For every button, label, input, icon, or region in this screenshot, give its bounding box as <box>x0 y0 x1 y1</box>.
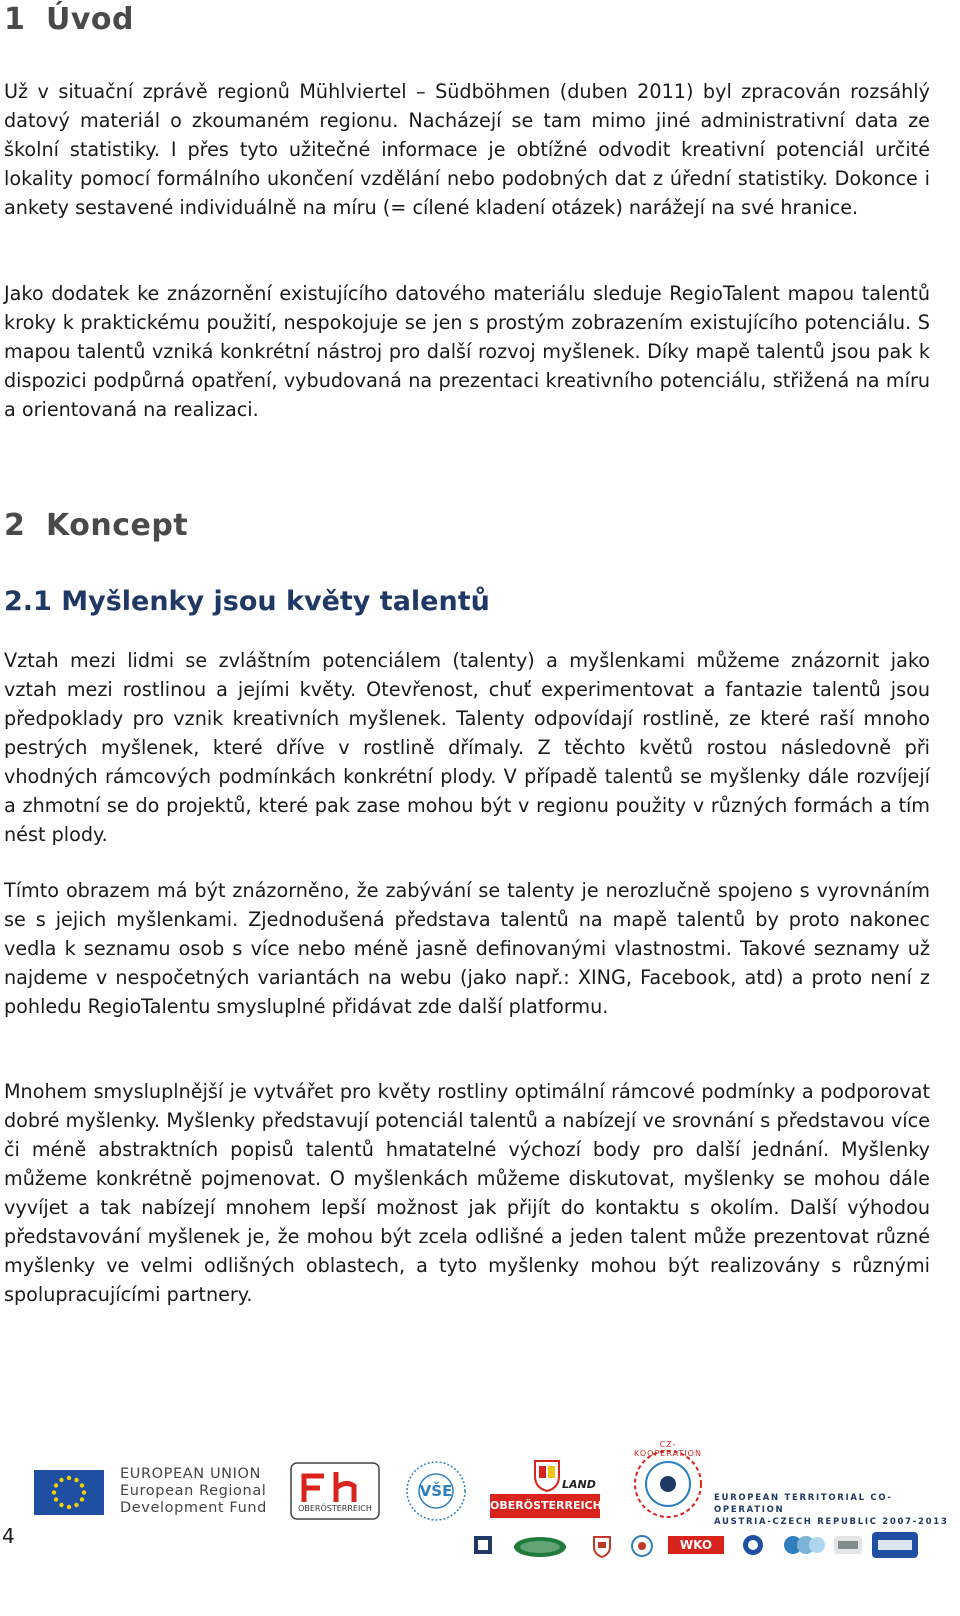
vse-logo-text: VŠE <box>419 1482 453 1500</box>
eu-logo-line-2: European Regional <box>120 1483 267 1499</box>
partner-logo-6 <box>834 1536 862 1558</box>
section-2-number: 2 <box>4 508 26 543</box>
cz-kooperation-logo <box>628 1440 708 1528</box>
section-2-1-paragraph-3: Mnohem smysluplnější je vytvářet pro květy rostliny optimální rámcové podmínky a podporovat dobré myšlenky. Myšlenky představují potenciál talentů a nabízejí ve srovnání s představou více či méně abstraktních popisů talentů hmatatelné výchozí body pro další jednání. Myšlenky můžeme konkrétně pojmenovat. O myšlenkách můžeme diskutovat, myšlenky se mohou dále vyvíjet a tak nabízejí mnohem lepší možnost jak přijít do kontaktu s okolím. Další výhodou představování myšlenek je, že mohou být zcela odlišné a jeden talent může prezentovat různé myšlenky ve velmi odlišných oblastech, a tyto myšlenky mohou být realizovány s různými spolupracujícími partnery. <box>4 1080 930 1306</box>
land-logo-line-1: LAND <box>562 1478 596 1491</box>
etc-logo-line-1: EUROPEAN TERRITORIAL CO-OPERATION <box>714 1493 893 1515</box>
partner-logo-1 <box>472 1534 494 1560</box>
ams-logo <box>872 1532 918 1562</box>
page-number: 4 <box>2 1524 15 1548</box>
cz-kooperation-text: CZ-KOOPERATION <box>634 1440 702 1458</box>
land-logo-line-2: OBERÖSTERREICH <box>490 1494 600 1518</box>
etc-logo-text <box>714 1492 960 1528</box>
eu-logo-text <box>120 1466 267 1517</box>
land-oberosterreich-logo <box>490 1458 600 1522</box>
section-1-heading <box>4 2 134 37</box>
section-2-title: Koncept <box>46 508 189 543</box>
section-2-heading <box>4 508 188 543</box>
partner-logo-3 <box>630 1534 654 1562</box>
section-1-paragraph-2: Jako dodatek ke znázornění existujícího datového materiálu sleduje RegioTalent mapou talentů kroky k praktickému použití, nespokojuje se jen s prostým zobrazením existujícího potenciálu. S mapou talentů vzniká konkrétní nástroj pro další rozvoj myšlenek. Díky mapě talentů jsou pak k dispozici podpůrná opatření, vybudovaná na prezentaci kreativního potenciálu, střižená na míru a orientovaná na realizaci. <box>4 282 930 421</box>
subsection-2-1-heading: 2.1 Myšlenky jsou květy talentů <box>4 586 490 617</box>
section-1-title: Úvod <box>46 2 135 37</box>
coat-of-arms-icon <box>532 1458 562 1492</box>
partner-logo-5 <box>782 1534 826 1560</box>
etc-logo-line-2: AUSTRIA-CZECH REPUBLIC 2007-2013 <box>714 1517 949 1527</box>
eu-flag-logo <box>34 1470 104 1519</box>
section-1-paragraph-1: Už v situační zprávě regionů Mühlviertel – Südböhmen (duben 2011) byl zpracován rozsáhlý datový materiál o zkoumaném regionu. Nacházejí se tam mimo jiné administrativní data ze školní statistiky. I přes tyto užitečné informace je obtížné odvodit kreativní potenciál určité lokality pomocí formálního ukončení vzdělání nebo podobných dat z úřední statistiky. Dokonce i ankety sestavené individuálně na míru (= cílené kladení otázek) narážejí na své hranice. <box>4 80 930 219</box>
fh-logo-text: OBERÖSTERREICH <box>298 1504 372 1513</box>
fh-logo <box>290 1462 380 1524</box>
eu-logo-line-1: EUROPEAN UNION <box>120 1466 261 1482</box>
footer-logos <box>0 1430 960 1616</box>
section-2-1-paragraph-2: Tímto obrazem má být znázorněno, že zabývání se talenty je nerozlučně spojeno s vyrovnáním se s jejich myšlenkami. Zjednodušená představa talentů na mapě talentů by proto nakonec vedla k seznamu osob s více nebo méně jasně definovanými vlastnostmi. Takové seznamy už najdeme v nespočetných variantách na webu (jako např.: XING, Facebook, atd) a proto není z pohledu RegioTalentu smysluplné přidávat zde další platformu. <box>4 879 930 1018</box>
section-2-1-paragraph-1: Vztah mezi lidmi se zvláštním potenciálem (talenty) a myšlenkami můžeme znázornit jako vztah mezi rostlinou a jejími květy. Otevřenost, chuť experimentovat a fantazie talentů jsou předpoklady pro vznik kreativních myšlenek. Talenty odpovídají rostlině, ze které raší mnoho pestrých myšlenek, které dříve v rostlině dřímaly. Z těchto květů rostou následovně při vhodných rámcových podmínkách konkrétní plody. V případě talentů se myšlenky dále rozvíjejí a zhmotní se do projektů, které pak zase mohou být v regionu použity v různých formách a tím nést plody. <box>4 649 930 846</box>
wko-logo: WKO <box>668 1536 724 1554</box>
section-1-number: 1 <box>4 2 26 37</box>
eu-logo-line-3: Development Fund <box>120 1500 267 1516</box>
euregio-logo <box>513 1536 567 1562</box>
partner-logo-4 <box>742 1534 764 1560</box>
vse-logo <box>405 1460 467 1526</box>
partner-logo-2 <box>590 1534 614 1562</box>
